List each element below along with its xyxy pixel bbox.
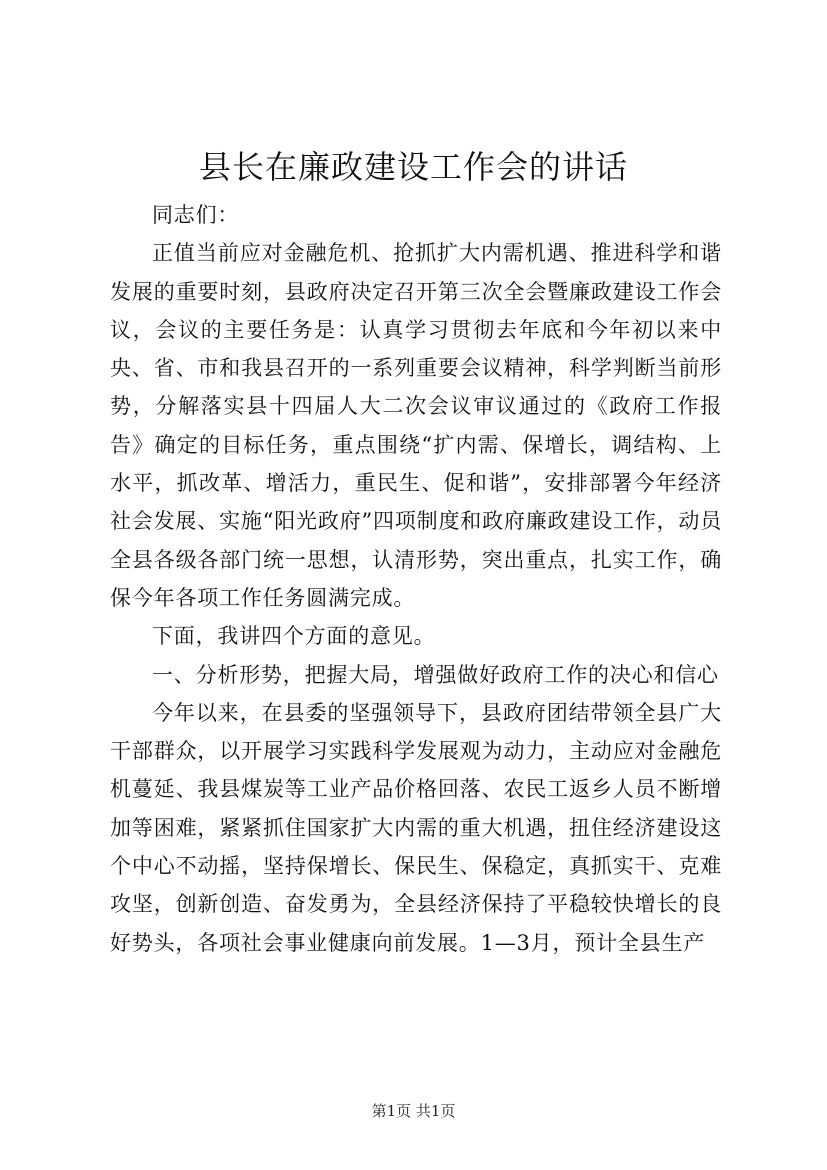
section-heading-1: 一、分析形势，把握大局，增强做好政府工作的决心和信心 (152, 662, 719, 687)
paragraph-intro: 正值当前应对金融危机、抢抓扩大内需机遇、推进科学和谐发展的重要时刻，县政府决定召开第三次全会暨廉政建设工作会议，会议的主要任务是：认真学习贯彻去年底和今年初以来中央、省、市和我县召开的一系列重要会议精神，科学判断当前形势，分解落实县十四届人大二次会议审议通过的《政府工作报告》确定的目标任务，重点围绕“扩内需、保增长，调结构、上水平，抓改革、增活力，重民生、促和谐”，安排部署今年经济社会发展、实施“阳光政府”四项制度和政府廉政建设工作，动员全县各级各部门统一思想，认清形势，突出重点，扎实工作，确保今年各项工作任务圆满完成。 (110, 241, 722, 610)
paragraph-outline: 下面，我讲四个方面的意见。 (152, 624, 436, 649)
paragraph-section-1: 今年以来，在县委的坚强领导下，县政府团结带领全县广大干部群众，以开展学习实践科学发展观为动力，主动应对金融危机蔓延、我县煤炭等工业产品价格回落、农民工返乡人员不断增加等困难，紧紧抓住国家扩大内需的重大机遇，扭住经济建设这个中心不动摇，坚持保增长、保民生、保稳定，真抓实干、克难攻坚，创新创造、奋发勇为，全县经济保持了平稳较快增长的良好势头，各项社会事业健康向前发展。1—3月，预计全县生产 (110, 700, 722, 955)
page-number-footer: 第1页 共1页 (371, 1102, 456, 1120)
document-body (110, 196, 722, 962)
document-title: 县长在廉政建设工作会的讲话 (198, 148, 628, 186)
salutation: 同志们： (152, 203, 240, 227)
